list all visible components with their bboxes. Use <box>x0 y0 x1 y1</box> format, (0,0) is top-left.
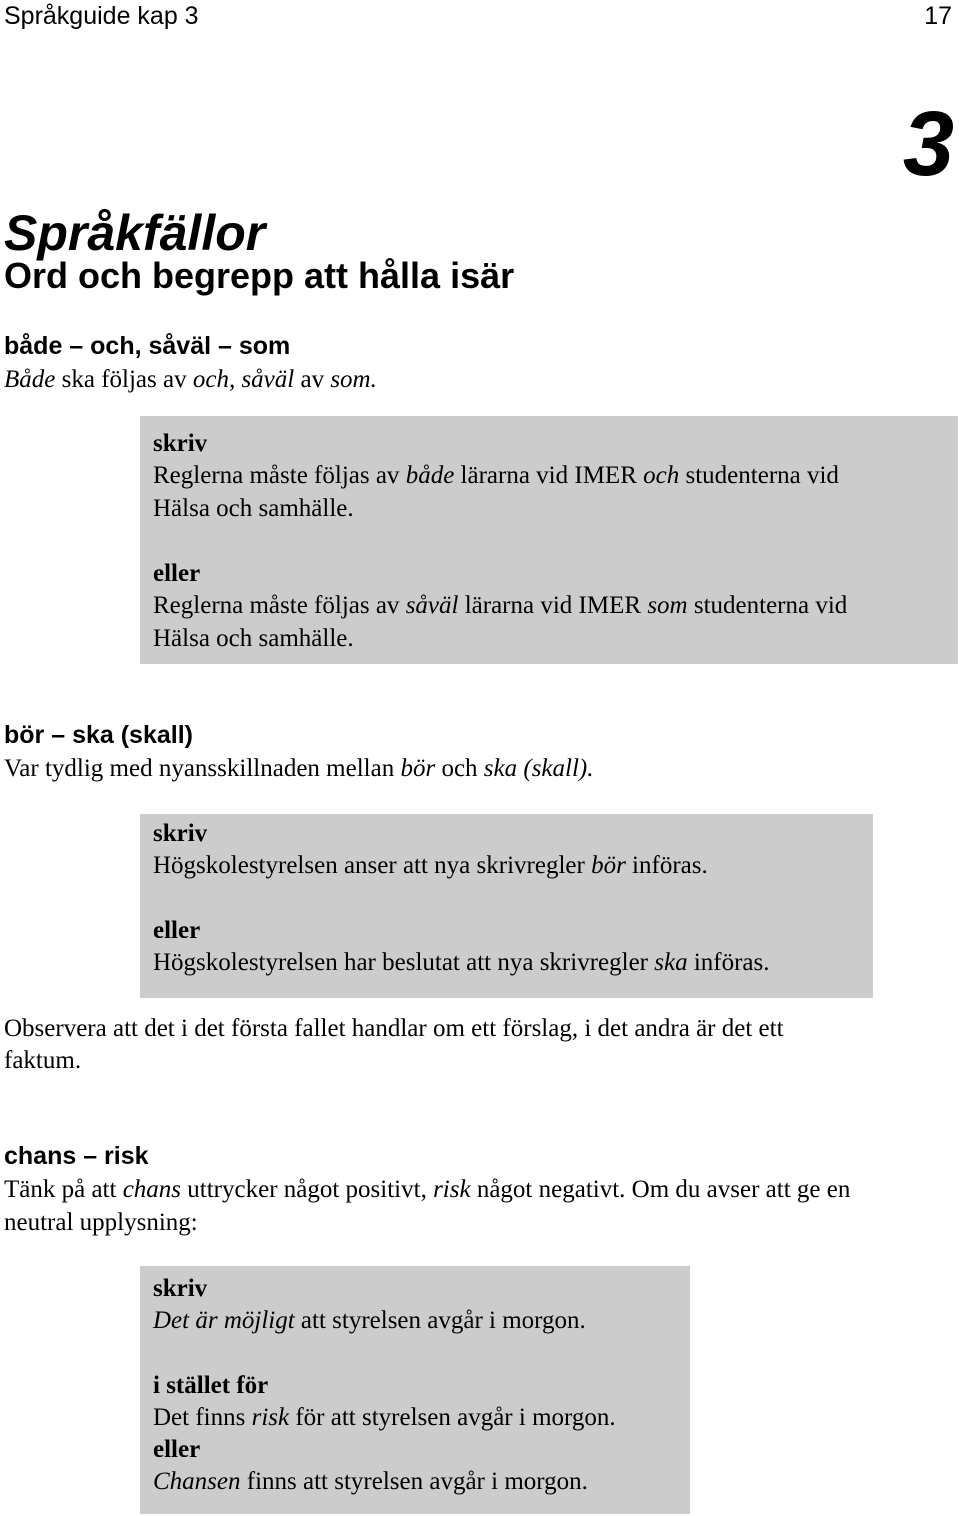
example-line: Reglerna måste följas av både lärarna vid IMER och studenterna vid <box>153 462 839 489</box>
example-line: Chansen finns att styrelsen avgår i morgon. <box>153 1468 588 1495</box>
example-box <box>140 416 958 664</box>
example-box <box>140 814 873 998</box>
section-heading-chans-risk: chans – risk <box>4 1142 149 1170</box>
page-number: 17 <box>924 2 952 30</box>
label-i-stallet-for: i stället för <box>153 1372 269 1399</box>
label-eller: eller <box>153 917 201 944</box>
section-intro: neutral upplysning: <box>4 1209 198 1236</box>
example-line: Reglerna måste följas av såväl lärarna vid IMER som studenterna vid <box>153 592 848 619</box>
example-line: Högskolestyrelsen har beslutat att nya skrivregler ska införas. <box>153 949 770 976</box>
chapter-subtitle: Ord och begrepp att hålla isär <box>4 255 515 296</box>
label-skriv: skriv <box>153 1275 208 1302</box>
label-skriv: skriv <box>153 820 208 847</box>
label-skriv: skriv <box>153 430 208 457</box>
example-line: Det finns risk för att styrelsen avgår i morgon. <box>153 1404 616 1431</box>
example-line: Hälsa och samhälle. <box>153 495 354 522</box>
section-heading-bor-ska: bör – ska (skall) <box>4 721 193 749</box>
running-header: Språkguide kap 3 <box>4 2 199 30</box>
chapter-number: 3 <box>902 93 954 195</box>
label-eller: eller <box>153 560 201 587</box>
note-line: faktum. <box>4 1047 82 1074</box>
example-line: Det är möjligt att styrelsen avgår i morgon. <box>153 1307 586 1334</box>
section-intro: Tänk på att chans uttrycker något positivt, risk något negativt. Om du avser att ge en <box>4 1176 851 1203</box>
section-heading-bade-och: både – och, såväl – som <box>4 332 291 360</box>
section-intro: Var tydlig med nyansskillnaden mellan bör och ska (skall). <box>4 755 594 782</box>
example-box <box>140 1266 690 1514</box>
note-line: Observera att det i det första fallet handlar om ett förslag, i det andra är det ett <box>4 1015 784 1042</box>
example-line: Högskolestyrelsen anser att nya skrivregler bör införas. <box>153 852 708 879</box>
label-eller: eller <box>153 1436 201 1463</box>
chapter-title: Språkfällor <box>4 205 266 261</box>
example-line: Hälsa och samhälle. <box>153 625 354 652</box>
section-intro: Både ska följas av och, såväl av som. <box>4 366 377 393</box>
